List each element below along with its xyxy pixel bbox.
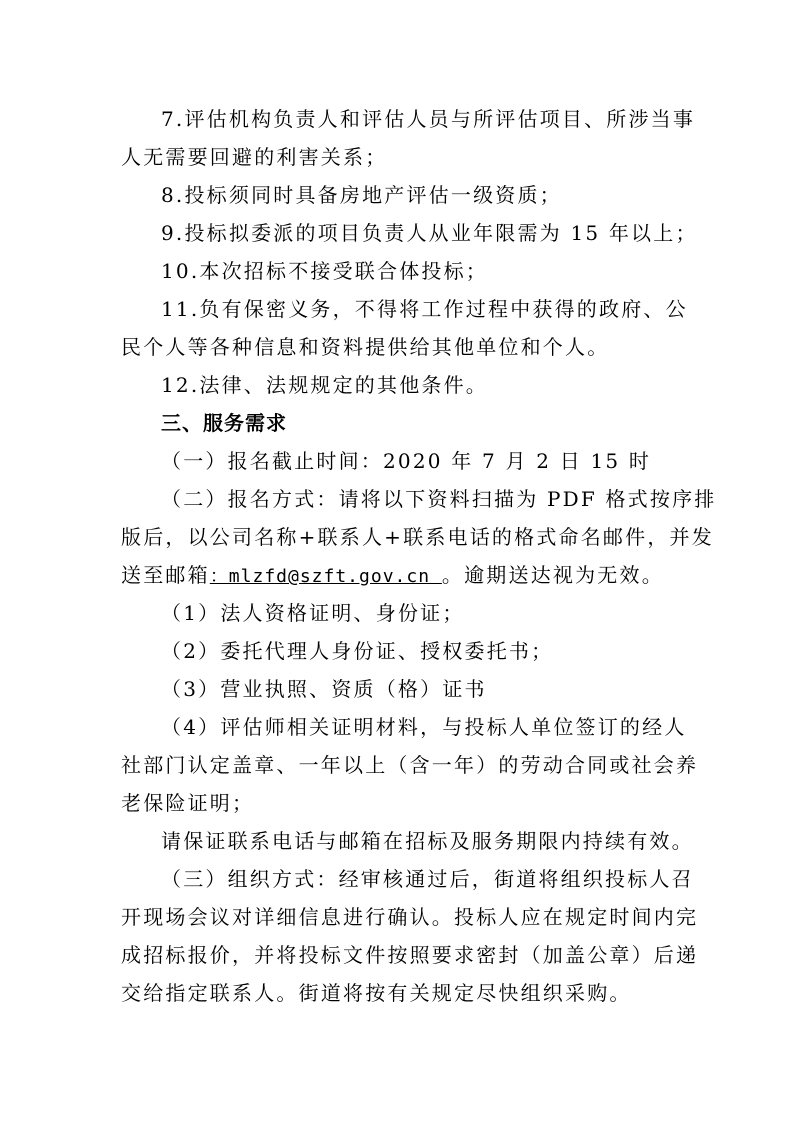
text-line: 10.本次招标不接受联合体投标；: [161, 259, 489, 283]
text-line: 开现场会议对详细信息进行确认。投标人应在规定时间内完: [121, 905, 699, 929]
text-line: （一）报名截止时间：2020 年 7 月 2 日 15 时: [161, 449, 652, 473]
email-link[interactable]: ：mlzfd@szft.gov.cn: [209, 566, 442, 587]
text-line: （二）报名方式：请将以下资料扫描为 PDF 格式按序排: [161, 487, 717, 511]
text-line: 8.投标须同时具备房地产评估一级资质；: [161, 183, 562, 207]
text-line: 9.投标拟委派的项目负责人从业年限需为 15 年以上；: [161, 221, 698, 245]
email-suffix: 。逾期送达视为无效。: [441, 563, 664, 587]
text-line: 社部门认定盖章、一年以上（含一年）的劳动合同或社会养: [121, 753, 699, 777]
text-line: 交给指定联系人。街道将按有关规定尽快组织采购。: [121, 981, 632, 1005]
text-line: 12.法律、法规规定的其他条件。: [161, 373, 489, 397]
email-prefix: 送至邮箱: [121, 563, 210, 587]
text-line: （三）组织方式：经审核通过后，街道将组织投标人召: [161, 867, 694, 891]
text-line: 请保证联系电话与邮箱在招标及服务期限内持续有效。: [161, 829, 694, 853]
text-line: 人无需要回避的利害关系；: [121, 145, 388, 169]
text-line: 民个人等各种信息和资料提供给其他单位和个人。: [121, 335, 610, 359]
email-line: [121, 562, 664, 590]
text-line: （1）法人资格证明、身份证；: [161, 601, 465, 625]
text-line: （3）营业执照、资质（格）证书: [161, 677, 487, 701]
text-line: 版后，以公司名称+联系人+联系电话的格式命名邮件，并发: [121, 525, 714, 549]
text-line: 7.评估机构负责人和评估人员与所评估项目、所涉当事: [161, 107, 696, 131]
text-line: 成招标报价，并将投标文件按照要求密封（加盖公章）后递: [121, 943, 699, 967]
section-heading: 三、服务需求: [161, 411, 287, 435]
text-line: （2）委托代理人身份证、授权委托书；: [161, 639, 554, 663]
text-line: （4）评估师相关证明材料，与投标人单位签订的经人: [161, 715, 687, 739]
text-line: 11.负有保密义务，不得将工作过程中获得的政府、公: [161, 297, 688, 321]
text-line: 老保险证明；: [121, 791, 255, 815]
